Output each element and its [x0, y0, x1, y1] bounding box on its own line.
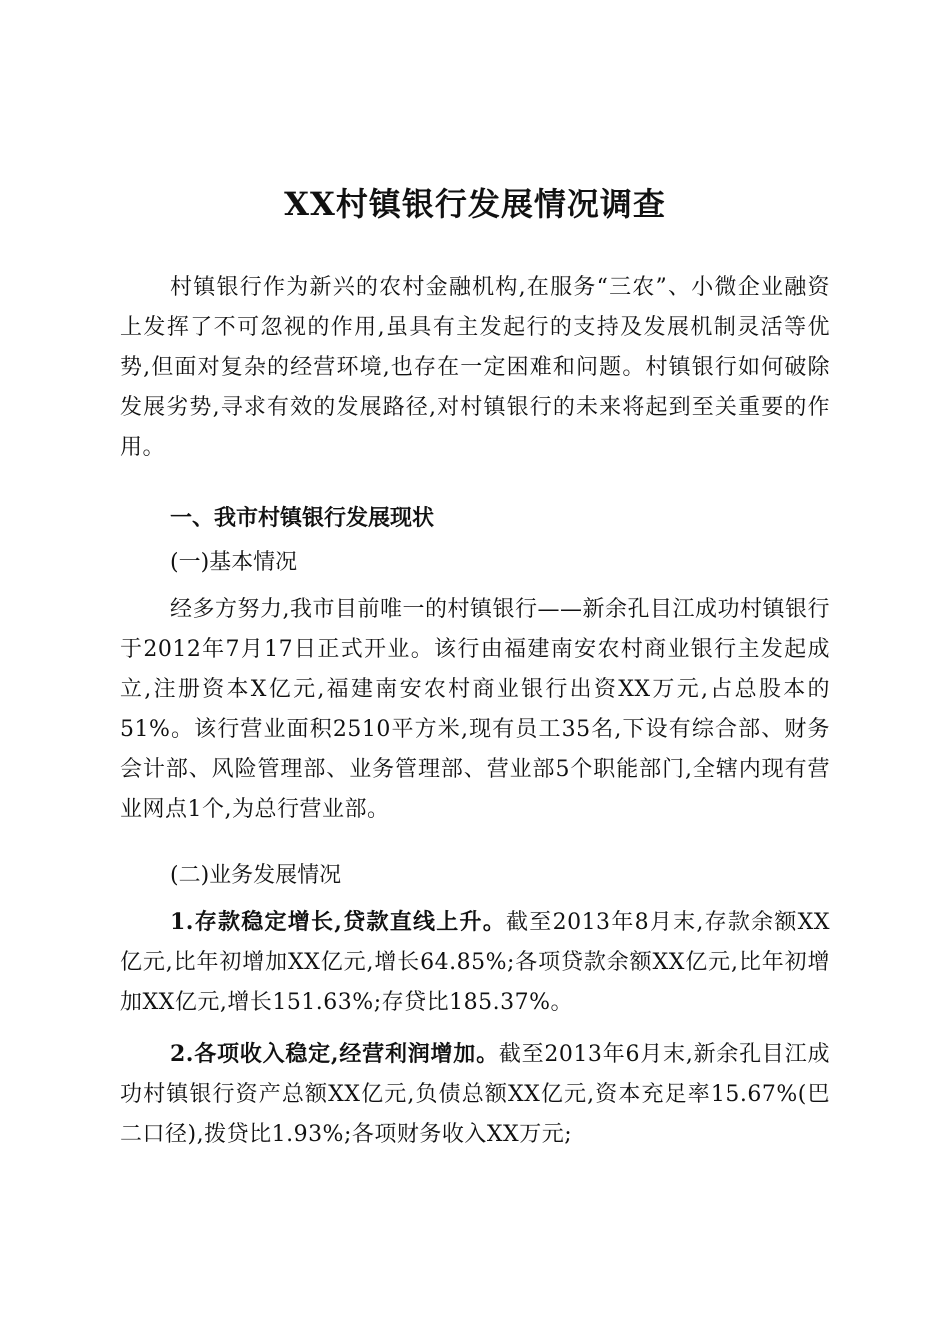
subsection1-heading: (一)基本情况 — [170, 550, 298, 575]
item1-text: 截至2013年8月末,存款余额XX亿元,比年初增加XX亿元,增长64.85%;各项贷款余额XX亿元,比年初增加XX亿元,增长151.63%;存贷比185.37%。 — [120, 910, 830, 1015]
basic-info-paragraph: 经多方努力,我市目前唯一的村镇银行——新余孔目江成功村镇银行于2012年7月17日正式开业。该行由福建南安农村商业银行主发起成立,注册资本X亿元,福建南安农村商业银行出资XX万元,占总股本的51%。该行营业面积2510平方米,现有员工35名,下设有综合部、财务会计部、风险管理部、业务管理部、营业部5个职能部门,全辖内现有营业网点1个,为总行营业部。 — [120, 597, 830, 822]
subsection2-heading: (二)业务发展情况 — [170, 863, 342, 888]
item1-paragraph — [120, 902, 830, 1023]
basic-info-block — [120, 590, 830, 830]
intro-paragraph-block — [120, 268, 830, 468]
item2-title: 2.各项收入稳定,经营利润增加。 — [170, 1041, 499, 1067]
section1-heading: 一、我市村镇银行发展现状 — [170, 505, 435, 531]
document-title: XX村镇银行发展情况调查 — [284, 185, 666, 223]
item2-paragraph — [120, 1034, 830, 1155]
intro-paragraph: 村镇银行作为新兴的农村金融机构,在服务“三农”、小微企业融资上发挥了不可忽视的作用,虽具有主发起行的支持及发展机制灵活等优势,但面对复杂的经营环境,也存在一定困难和问题。村镇银行如何破除发展劣势,寻求有效的发展路径,对村镇银行的未来将起到至关重要的作用。 — [120, 275, 830, 460]
item1-block — [120, 902, 830, 1023]
item1-title: 1.存款稳定增长,贷款直线上升。 — [170, 909, 507, 935]
item2-text: 截至2013年6月末,新余孔目江成功村镇银行资产总额XX亿元,负债总额XX亿元,资本充足率15.67%(巴二口径),拨贷比1.93%;各项财务收入XX万元; — [120, 1042, 830, 1147]
item2-block — [120, 1034, 830, 1155]
